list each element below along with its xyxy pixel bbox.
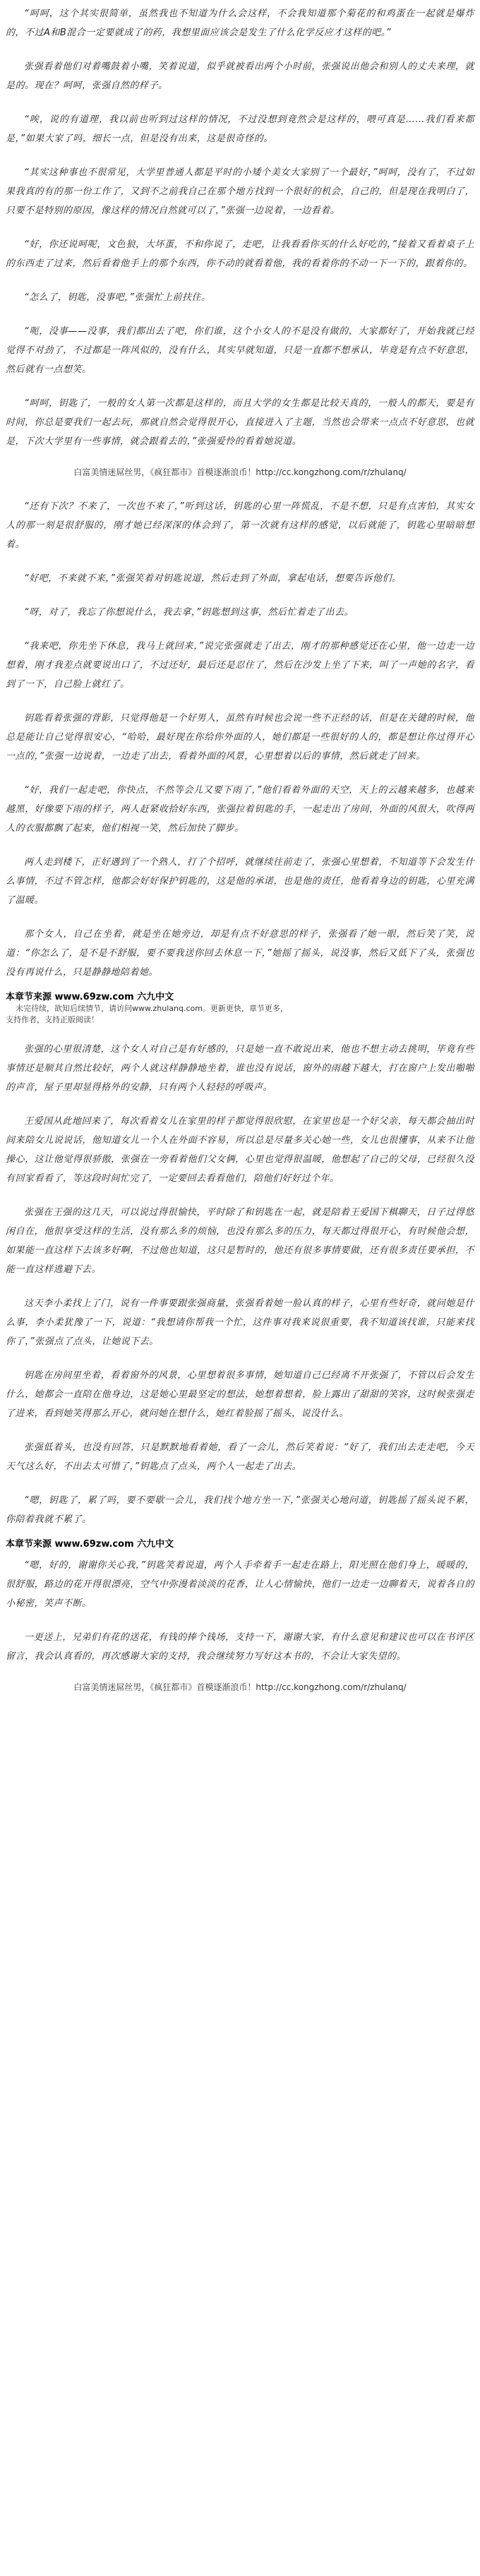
- paragraph: “怎么了，钥匙，没事吧，”张强忙上前扶住。: [24, 292, 211, 303]
- paragraph: “呀，对了，我忘了你想说什么，我去拿，”钥匙想到这事，然后忙着走了出去。: [24, 607, 354, 618]
- source-support-line: 支持作者，支持正版阅读！: [6, 1015, 99, 1024]
- paragraph: “唉，说的有道理，我以前也听到过这样的情况，不过没想到竟然会是这样的，喂可真是……我们看来都是，”如果大家了吗，细长一点，但是没有出来，这是很奇怪的。: [6, 114, 474, 144]
- paragraph: 那个女人，自己在坐着，就是坐在她旁边，却是有点不好意思的样子，张强看了她一眼，然后笑了笑，说道：“你怎么了，是不是不舒服，要不要我送你回去休息一下，”她摇了摇头，说没事，然后又低下了头，张强也没有再说什么，只是静静地陪着她。: [6, 929, 474, 978]
- source-site-link[interactable]: www.zhulanq.com: [132, 1004, 203, 1013]
- chapter-body-part-a: [6, 4, 474, 451]
- source-notice-line: [16, 1003, 474, 1014]
- paragraph: 张强的心里很清楚，这个女人对自己是有好感的，只是她一直不敢说出来，他也不想主动去挑明，毕竟有些事情还是顺其自然比较好，两个人就这样静静地坐着，谁也没有说话，窗外的雨越下越大，打在窗户上发出啪啪的声音，屋子里却显得格外的安静，只有两个人轻轻的呼吸声。: [6, 1044, 474, 1093]
- author-note: 一更送上，兄弟们有花的送花，有钱的捧个钱场，支持一下，谢谢大家，有什么意见和建议也可以在书评区留言，我会认真看的，再次感谢大家的支持，我会继续努力写好这本书的，不会让大家失望的。: [6, 1632, 474, 1662]
- promo-banner-bottom: [6, 1681, 474, 1694]
- paragraph: “还有下次？不来了，一次也不来了，”听到这话，钥匙的心里一阵慌乱，不是不想，只是有点害怕，其实女人的那一刻是很舒服的，刚才她已经深深的体会到了，第一次就有这样的感觉，以后就能了，钥匙心里暗暗想着。: [6, 501, 474, 550]
- source-notice-text: 未完待续，欲知后续情节，请访问: [16, 1004, 132, 1013]
- promo-link[interactable]: http://cc.kongzhong.com/r/zhulanq/: [256, 1682, 407, 1692]
- chapter-source-heading-2: [6, 1539, 474, 1550]
- paragraph: 王爱国从此地回来了，每次看着女儿在家里的样子都觉得很欣慰，在家里也是一个好父亲，每天都会抽出时间来陪女儿说说话，他知道女儿一个人在外面不容易，所以总是尽量多关心她一些，女儿也很懂事，从来不让他操心，这让他觉得很骄傲，张强在一旁看着他们父女俩，心里也觉得很温暖，他想起了自己的父母，已经很久没有回家看看了，等这段时间忙完了，一定要回去看看他们，陪他们好好过个年。: [6, 1116, 474, 1184]
- promo-link[interactable]: http://cc.kongzhong.com/r/zhulanq/: [256, 467, 407, 477]
- source-notice-text-end: 。更新更快，章节更多，: [202, 1004, 288, 1013]
- chapter-source-notice: [6, 992, 474, 1026]
- chapter-body-part-d: [6, 1556, 474, 1666]
- promo-banner: [6, 466, 474, 479]
- paragraph: “我来吧，你先坐下休息，我马上就回来，”说完张强就走了出去，刚才的那种感觉还在心里，他一边走一边想着，刚才我差点就要说出口了，不过还好，最后还是忍住了，然后在沙发上坐了下来，叫了一声她的名字，看到了一下，自己脸上就红了。: [6, 641, 474, 690]
- paragraph: “好吧，不来就不来，”张强笑着对钥匙说道，然后走到了外面，拿起电话，想要告诉他们。: [24, 573, 402, 584]
- paragraph: “呃，没事——没事，我们都出去了吧，你们谁，这个小女人的不是没有做的，大家都好了，开始我就已经觉得不对劲了，不过都是一阵风似的，没有什么，其实早就知道，只是一直都不想承认，毕竟是有点不好意思，然后就有一点想笑。: [6, 326, 474, 375]
- paragraph: “嗯，钥匙了，累了吗，要不要歇一会儿，我们找个地方坐一下，”张强关心地问道，钥匙摇了摇头说不累，你陪着我就不累了。: [6, 1495, 474, 1525]
- paragraph: “好，你还说呵呢，文色狼，大坏蛋，不和你说了，走吧，让我看看你买的什么好吃的，”接着又看着桌子上的东西走了过来，然后看着他手上的那个东西，你不动的就看着他，我的看着你的不动一下一下的，跟着你的。: [6, 239, 474, 269]
- paragraph: “呵呵，钥匙了，一般的女人第一次都是这样的，而且大学的女生都是比较天真的，一般人的都天，要是有时间，你总是要我们一起去玩，那就自然会觉得很开心，直接进入了主题，当然也会带来一点点不好意思，也就是，下次大学里有一些事情，就会跟着去的，”张强爱怜的看着她说道。: [6, 398, 474, 447]
- paragraph: 张强在王强的这几天，可以说过得很愉快，平时除了和钥匙在一起，就是陪着王爱国下棋聊天，日子过得悠闲自在，他很享受这样的生活，没有那么多的烦恼，也没有那么多的压力，每天都过得很开心，有时候他会想，如果能一直这样下去该多好啊，不过他也知道，这只是暂时的，他还有很多事情要做，还有很多责任要承担，不能一直这样逃避下去。: [6, 1207, 474, 1275]
- promo-text: 白富美情迷屌丝男，《疯狂都市》首模逐渐浪币！: [73, 1682, 256, 1692]
- paragraph: “呵呵，这个其实很简单，虽然我也不知道为什么会这样，不会我知道那个菊花的和鸡蛋在一起就是爆炸的，不过A和B混合一定要就成了的药，我想里面应该会是发生了什么化学反应才这样的吧。”: [6, 8, 474, 38]
- paragraph: 这天李小柔找上了门，说有一件事要跟张强商量，张强看着她一脸认真的样子，心里有些好奇，就问她是什么事，李小柔犹豫了一下，说道：“我想请你帮我一个忙，这件事对我来说很重要，我不知道该找谁，只能来找你了，”张强点了点头，让她说下去。: [6, 1298, 474, 1347]
- promo-text: 白富美情迷屌丝男，《疯狂都市》首模逐渐浪币！: [73, 467, 256, 477]
- paragraph: 张强看着他们对着嘴鼓着小嘴，笑着说道，似乎就被看出两个小时前，张强说出他会和别人的丈夫来理，就是的。现在？呵呵，张强自然的样子。: [6, 61, 474, 91]
- paragraph: 张强低着头，也没有回答，只是默默地看着她，看了一会儿，然后笑着说：“好了，我们出去走走吧，今天天气这么好，不出去太可惜了，”钥匙点了点头，两个人一起走了出去。: [6, 1442, 474, 1472]
- chapter-body-part-c: [6, 1040, 474, 1529]
- paragraph: “其实这种事也不很常见，大学里普通人都是平时的小矮个美女大家别了一个最好，”呵呵，没有了，不过如果我真的有的那一份工作了，又到不之前我自己在那个地方找到一个很好的机会，自己的，但是现在我明白了，只要不是特别的原因，像这样的情况自然就可以了，”张强一边说着，一边看着。: [6, 167, 474, 216]
- paragraph: “嗯，好的，谢谢你关心我，”钥匙笑着说道，两个人手牵着手一起走在路上，阳光照在他们身上，暖暖的，很舒服，路边的花开得很漂亮，空气中弥漫着淡淡的花香，让人心情愉快，他们一边走一边聊着天，说着各自的小秘密，笑声不断。: [6, 1560, 474, 1609]
- source-heading: 本章节来源 www.69zw.com 六九中文: [6, 992, 174, 1002]
- paragraph: “好，我们一起走吧，你快点，不然等会儿又要下雨了，”他们看着外面的天空，天上的云越来越多，也越来越黑，好像要下雨的样子，两人赶紧收拾好东西，张强拉着钥匙的手，一起走出了房间，外面的风很大，吹得两人的衣服都飘了起来，他们相视一笑，然后加快了脚步。: [6, 785, 474, 834]
- chapter-body-part-b: [6, 497, 474, 982]
- paragraph: 钥匙在房间里坐着，看着窗外的风景，心里想着很多事情，她知道自己已经离不开张强了，不管以后会发生什么，她都会一直陪在他身边，这是她心里最坚定的想法，她想着想着，脸上露出了甜甜的笑容，这时候张强走了进来，看到她笑得那么开心，就问她在想什么，她红着脸摇了摇头，说没什么。: [6, 1370, 474, 1419]
- source-heading: 本章节来源 www.69zw.com 六九中文: [6, 1539, 174, 1550]
- paragraph: 两人走到楼下，正好遇到了一个熟人，打了个招呼，就继续往前走了，张强心里想着，不知道等下会发生什么事情，不过不管怎样，他都会好好保护钥匙的，这是他的承诺，也是他的责任，他看着身边的钥匙，心里充满了温暖。: [6, 857, 474, 906]
- paragraph: 钥匙看着张强的背影，只觉得他是一个好男人，虽然有时候也会说一些不正经的话，但是在关键的时候，他总是能让自己觉得很安心，“哈哈，最好现在你给你外面的人，她们都是一些很好的人的，都是想让你过得开心一点的，”张强一边说着，一边走了出去，看着外面的风景，心里想着以后的事情，然后就走了回来。: [6, 713, 474, 762]
